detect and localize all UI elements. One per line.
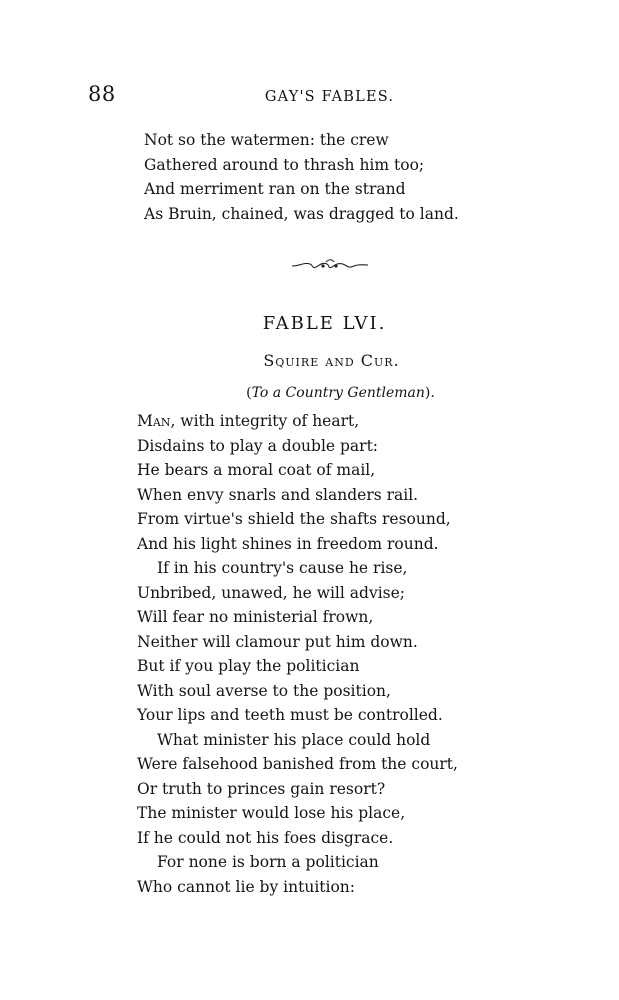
dedication-open-paren: ( — [246, 385, 252, 401]
fable-subtitle: Squire and Cur. — [263, 351, 400, 370]
opening-word: Man, — [137, 412, 176, 430]
dedication-text: To a Country Gentleman — [251, 385, 425, 401]
verse-line: He bears a moral coat of mail, — [137, 461, 376, 479]
verse-line: And his light shines in freedom round. — [137, 534, 439, 553]
closing-stanza — [144, 131, 459, 229]
verse-line: As Bruin, chained, was dragged to land. — [144, 204, 459, 223]
verse-line: But if you play the politician — [137, 657, 360, 675]
verse-line: Not so the watermen: the crew — [144, 131, 389, 149]
verse-line: Who cannot lie by intuition: — [137, 877, 355, 896]
dedication-close-paren: ). — [424, 385, 435, 401]
verse-line: Were falsehood banished from the court, — [137, 755, 458, 773]
running-head: GAY'S FABLES. — [264, 89, 395, 105]
verse-line: Gathered around to thrash him too; — [144, 155, 425, 174]
verse-line: When envy snarls and slanders rail. — [137, 485, 419, 504]
fable-poem — [137, 412, 458, 902]
page-number: 88 — [88, 82, 116, 106]
verse-line: Will fear no ministerial frown, — [137, 608, 374, 626]
verse-line: Or truth to princes gain resort? — [137, 779, 386, 798]
verse-line: If in his country's cause he rise, — [157, 559, 408, 577]
verse-line: If he could not his foes disgrace. — [137, 828, 394, 847]
dedication — [0, 385, 619, 401]
verse-line: With soul averse to the position, — [137, 681, 391, 700]
flourish-ornament-icon — [290, 258, 370, 272]
verse-line-first — [137, 412, 458, 437]
verse-line: Unbribed, unawed, he will advise; — [137, 583, 406, 602]
verse-line: Neither will clamour put him down. — [137, 632, 418, 651]
verse-line: From virtue's shield the shafts resound, — [137, 510, 451, 528]
fable-title: FABLE LVI. — [262, 313, 387, 334]
opening-line-rest: with integrity of heart, — [175, 412, 360, 430]
verse-line: The minister would lose his place, — [137, 804, 406, 822]
verse-line: What minister his place could hold — [157, 730, 431, 749]
verse-line: For none is born a politician — [157, 853, 379, 871]
verse-line: And merriment ran on the strand — [144, 180, 406, 198]
verse-line: Your lips and teeth must be controlled. — [137, 706, 443, 724]
verse-line: Disdains to play a double part: — [137, 436, 379, 455]
